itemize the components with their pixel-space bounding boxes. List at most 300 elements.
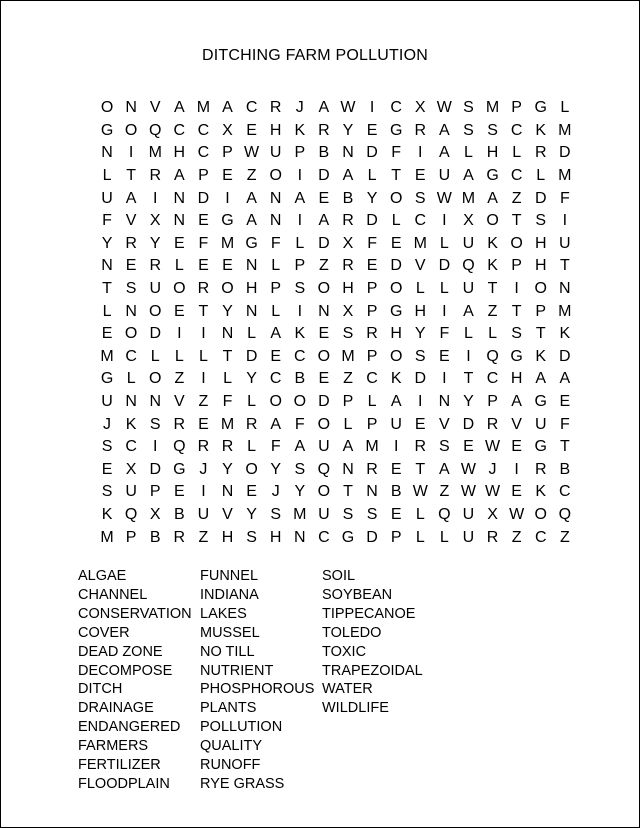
grid-letter: L (439, 234, 449, 252)
grid-letter: Z (198, 528, 209, 546)
grid-letter: A (294, 189, 306, 207)
grid-letter: H (414, 302, 427, 320)
grid-letter: C (414, 212, 427, 230)
grid-letter: L (343, 415, 353, 433)
grid-letter: C (510, 167, 523, 185)
grid-letter: C (197, 121, 210, 139)
word-list (78, 567, 452, 794)
grid-letter: I (418, 144, 423, 162)
grid-letter: S (342, 325, 354, 343)
grid-letter: V (125, 212, 137, 230)
word-list-item: TIPPECANOE (322, 605, 416, 622)
grid-letter: D (197, 189, 210, 207)
word-list-item: POLLUTION (200, 719, 283, 736)
grid-letter: C (534, 528, 547, 546)
grid-letter: O (317, 415, 331, 433)
grid-letter: W (340, 99, 356, 117)
grid-letter: E (246, 483, 257, 501)
grid-letter: W (484, 483, 501, 501)
grid-letter: S (439, 438, 450, 456)
grid-letter: P (487, 393, 498, 411)
grid-letter: Z (198, 393, 209, 411)
grid-letter: F (270, 438, 281, 456)
grid-letter: R (342, 257, 354, 275)
grid-letter: L (150, 347, 160, 365)
grid-letter: R (366, 325, 378, 343)
grid-letter: K (487, 257, 498, 275)
grid-letter: Z (246, 167, 257, 185)
word-list-item: FUNNEL (200, 568, 259, 584)
grid-letter: L (439, 528, 449, 546)
grid-letter: H (173, 144, 186, 162)
grid-letter: D (318, 234, 330, 252)
grid-letter: U (197, 505, 210, 523)
grid-letter: X (342, 234, 354, 252)
grid-letter: E (318, 325, 330, 343)
grid-letter: G (534, 393, 547, 411)
grid-letter: R (269, 99, 282, 117)
grid-letter: C (269, 370, 282, 388)
word-list-item: QUALITY (200, 738, 263, 755)
grid-letter: Z (343, 370, 353, 388)
grid-letter: T (487, 280, 498, 298)
grid-letter: N (342, 460, 354, 478)
grid-letter: E (390, 505, 402, 523)
grid-letter: E (559, 393, 571, 411)
grid-row (95, 368, 577, 391)
grid-letter: Q (173, 438, 186, 456)
grid-letter: E (511, 438, 522, 456)
grid-letter: X (487, 505, 498, 523)
grid-letter: P (125, 528, 137, 546)
grid-letter: L (464, 144, 473, 162)
grid-letter: H (534, 234, 547, 252)
letter-grid (95, 97, 577, 549)
grid-letter: W (509, 505, 525, 523)
grid-letter: E (198, 212, 209, 230)
grid-letter: E (246, 121, 257, 139)
grid-letter: N (221, 325, 234, 343)
grid-letter: E (439, 347, 450, 365)
grid-letter: Y (270, 460, 282, 478)
grid-letter: C (245, 99, 258, 117)
grid-letter: H (269, 528, 282, 546)
grid-letter: P (390, 528, 402, 546)
grid-letter: D (559, 347, 571, 365)
grid-letter: L (415, 505, 425, 523)
grid-letter: N (101, 144, 113, 162)
word-list-item: WILDLIFE (322, 700, 389, 717)
grid-letter: A (246, 189, 257, 207)
grid-letter: F (391, 144, 402, 162)
grid-letter: T (391, 167, 402, 185)
grid-letter: U (390, 415, 402, 433)
grid-letter: O (534, 505, 547, 523)
grid-letter: T (126, 167, 137, 185)
grid-letter: M (558, 167, 572, 185)
grid-letter: A (439, 144, 450, 162)
grid-letter: O (510, 234, 523, 252)
grid-letter: K (535, 121, 547, 139)
word-list-item: FERTILIZER (78, 757, 161, 774)
grid-letter: E (511, 483, 522, 501)
grid-letter: W (460, 483, 476, 501)
grid-letter: C (125, 347, 137, 365)
grid-letter: R (342, 212, 354, 230)
grid-letter: E (414, 167, 426, 185)
grid-letter: J (295, 99, 304, 117)
grid-letter: V (173, 393, 185, 411)
word-list-item: COVER (78, 624, 130, 641)
grid-row (95, 346, 577, 369)
grid-letter: P (294, 257, 306, 275)
grid-letter: I (297, 167, 303, 185)
grid-letter: V (414, 257, 426, 275)
grid-letter: R (534, 144, 547, 162)
grid-letter: E (390, 234, 402, 252)
grid-letter: L (415, 280, 425, 298)
grid-letter: A (270, 415, 282, 433)
grid-letter: G (389, 302, 403, 320)
grid-letter: U (318, 505, 330, 523)
word-list-item: DITCH (78, 681, 123, 698)
grid-letter: L (223, 370, 232, 388)
grid-letter: R (197, 280, 210, 298)
grid-letter: Z (559, 528, 570, 546)
grid-letter: D (414, 370, 427, 388)
grid-letter: G (173, 460, 186, 478)
grid-letter: N (101, 257, 113, 275)
grid-letter: H (390, 325, 402, 343)
grid-letter: P (535, 302, 547, 320)
grid-letter: E (101, 460, 113, 478)
grid-letter: L (271, 302, 281, 320)
grid-letter: A (173, 167, 185, 185)
grid-letter: E (222, 257, 233, 275)
grid-letter: U (534, 415, 547, 433)
grid-letter: O (293, 393, 307, 411)
grid-letter: O (221, 280, 234, 298)
grid-letter: O (124, 325, 138, 343)
grid-letter: G (486, 167, 499, 185)
grid-letter: E (366, 257, 378, 275)
grid-letter: R (486, 528, 499, 546)
grid-letter: D (149, 325, 162, 343)
grid-letter: X (342, 302, 354, 320)
grid-letter: L (247, 393, 257, 411)
grid-letter: E (318, 370, 330, 388)
grid-letter: D (318, 167, 330, 185)
grid-letter: G (221, 212, 234, 230)
grid-letter: R (125, 234, 137, 252)
grid-letter: A (270, 325, 282, 343)
grid-letter: M (341, 347, 355, 365)
grid-letter: L (102, 302, 112, 320)
grid-letter: G (534, 99, 547, 117)
grid-letter: I (442, 212, 447, 230)
word-list-item: TOLEDO (322, 624, 382, 641)
grid-row (95, 165, 577, 188)
grid-letter: L (464, 325, 473, 343)
grid-letter: A (318, 212, 330, 230)
grid-letter: R (414, 121, 427, 139)
grid-letter: S (342, 505, 354, 523)
grid-letter: Y (342, 121, 354, 139)
grid-letter: F (294, 415, 305, 433)
grid-letter: K (294, 325, 306, 343)
grid-letter: T (102, 280, 112, 298)
word-list-item: CHANNEL (78, 586, 148, 603)
grid-letter: P (198, 167, 209, 185)
grid-letter: U (149, 280, 162, 298)
grid-letter: E (173, 234, 185, 252)
grid-letter: S (511, 325, 522, 343)
grid-letter: S (535, 212, 547, 230)
grid-letter: D (366, 144, 378, 162)
grid-letter: K (101, 505, 113, 523)
grid-letter: I (562, 212, 568, 230)
grid-letter: B (294, 370, 306, 388)
grid-letter: E (222, 167, 233, 185)
grid-letter: D (318, 393, 330, 411)
grid-letter: N (559, 280, 571, 298)
grid-letter: G (341, 528, 355, 546)
grid-letter: P (511, 99, 522, 117)
grid-letter: S (101, 438, 113, 456)
grid-letter: Y (246, 505, 257, 523)
grid-letter: Z (439, 483, 450, 501)
word-list-item: WATER (322, 681, 373, 698)
grid-letter: U (559, 234, 571, 252)
grid-letter: Q (317, 460, 331, 478)
grid-letter: H (269, 121, 282, 139)
grid-letter: J (488, 460, 497, 478)
grid-row (95, 504, 577, 527)
grid-letter: K (535, 483, 547, 501)
word-list-item: ALGAE (78, 568, 127, 584)
grid-letter: A (173, 99, 185, 117)
grid-letter: L (439, 280, 449, 298)
grid-letter: M (100, 528, 114, 546)
grid-letter: R (197, 438, 210, 456)
grid-letter: N (245, 302, 258, 320)
grid-letter: A (342, 438, 354, 456)
grid-letter: R (318, 121, 330, 139)
word-list-item: INDIANA (200, 586, 259, 603)
grid-letter: H (245, 280, 258, 298)
grid-letter: S (487, 121, 498, 139)
grid-letter: S (294, 280, 306, 298)
grid-letter: C (294, 347, 306, 365)
grid-letter: S (149, 415, 161, 433)
grid-row (95, 413, 577, 436)
grid-row (95, 210, 577, 233)
grid-letter: M (100, 347, 114, 365)
grid-letter: N (342, 144, 354, 162)
grid-letter: S (101, 483, 113, 501)
grid-letter: W (436, 189, 452, 207)
grid-letter: C (318, 528, 330, 546)
grid-letter: D (245, 347, 258, 365)
word-list-item: DRAINAGE (78, 700, 154, 717)
grid-letter: T (559, 438, 570, 456)
grid-letter: T (222, 347, 233, 365)
grid-letter: K (390, 370, 402, 388)
word-list-item: MUSSEL (200, 624, 260, 641)
grid-letter: L (488, 325, 497, 343)
grid-letter: D (559, 144, 571, 162)
grid-row (95, 187, 577, 210)
grid-letter: W (244, 144, 260, 162)
grid-letter: A (511, 393, 522, 411)
grid-row (95, 97, 577, 120)
grid-letter: U (462, 505, 475, 523)
grid-row (95, 436, 577, 459)
grid-letter: M (220, 415, 235, 433)
grid-letter: Z (511, 189, 522, 207)
grid-letter: L (415, 528, 425, 546)
grid-letter: N (366, 483, 378, 501)
grid-letter: T (559, 257, 570, 275)
grid-letter: D (438, 257, 451, 275)
grid-letter: S (366, 505, 378, 523)
grid-letter: I (393, 438, 399, 456)
grid-row (95, 459, 577, 482)
grid-letter: F (559, 189, 570, 207)
word-list-item: RYE GRASS (200, 775, 285, 792)
grid-letter: S (246, 528, 257, 546)
grid-letter: O (389, 189, 403, 207)
grid-letter: Q (462, 257, 475, 275)
grid-letter: N (294, 528, 306, 546)
grid-letter: P (342, 393, 354, 411)
grid-letter: I (418, 393, 423, 411)
grid-letter: I (369, 99, 375, 117)
grid-letter: F (367, 234, 377, 252)
grid-letter: I (128, 144, 134, 162)
grid-row (95, 120, 577, 143)
grid-letter: B (318, 144, 330, 162)
puzzle-title: DITCHING FARM POLLUTION (202, 47, 428, 64)
grid-letter: U (462, 280, 475, 298)
grid-letter: Q (558, 505, 572, 523)
grid-row (95, 142, 577, 165)
grid-letter: B (390, 483, 402, 501)
grid-letter: Y (414, 325, 426, 343)
grid-letter: Y (101, 234, 113, 252)
grid-row (95, 255, 577, 278)
grid-letter: M (558, 121, 572, 139)
grid-letter: M (148, 144, 162, 162)
grid-letter: C (510, 121, 523, 139)
word-column (78, 567, 200, 794)
grid-letter: F (198, 234, 209, 252)
grid-letter: I (297, 302, 303, 320)
grid-letter: M (196, 99, 211, 117)
grid-letter: E (198, 415, 209, 433)
grid-letter: U (462, 528, 475, 546)
grid-letter: O (269, 393, 282, 411)
grid-letter: G (100, 370, 114, 388)
grid-letter: P (294, 144, 306, 162)
grid-letter: W (436, 99, 452, 117)
grid-letter: X (414, 99, 426, 117)
grid-letter: I (514, 280, 519, 298)
grid-letter: I (442, 302, 447, 320)
grid-letter: O (534, 280, 547, 298)
grid-letter: I (177, 325, 182, 343)
grid-letter: V (511, 415, 522, 433)
grid-letter: O (124, 121, 138, 139)
grid-letter: S (125, 280, 137, 298)
grid-letter: H (534, 257, 547, 275)
word-list-item: DEAD ZONE (78, 643, 163, 660)
grid-letter: B (559, 460, 571, 478)
grid-letter: U (125, 483, 137, 501)
word-list-item: FLOODPLAIN (78, 775, 170, 792)
grid-letter: N (438, 393, 451, 411)
word-column (200, 567, 322, 794)
grid-letter: N (221, 483, 234, 501)
grid-letter: H (342, 280, 354, 298)
grid-letter: O (486, 212, 499, 230)
grid-letter: T (415, 460, 426, 478)
word-list-item: FARMERS (78, 738, 149, 755)
grid-letter: R (149, 167, 162, 185)
grid-letter: I (153, 189, 158, 207)
grid-letter: L (174, 257, 184, 275)
grid-letter: N (173, 212, 186, 230)
grid-letter: S (463, 99, 474, 117)
grid-letter: U (101, 189, 113, 207)
grid-row (95, 526, 577, 549)
grid-letter: O (149, 370, 162, 388)
grid-letter: R (221, 438, 234, 456)
grid-letter: I (201, 370, 206, 388)
grid-row (95, 391, 577, 414)
grid-letter: L (271, 257, 281, 275)
grid-letter: C (486, 370, 499, 388)
grid-letter: H (510, 370, 523, 388)
word-list-item: TOXIC (322, 643, 367, 660)
grid-letter: C (366, 370, 378, 388)
grid-letter: W (412, 483, 428, 501)
grid-letter: S (270, 505, 282, 523)
grid-letter: O (100, 99, 114, 117)
grid-letter: K (535, 347, 547, 365)
grid-letter: S (414, 189, 426, 207)
grid-letter: G (245, 234, 258, 252)
grid-letter: E (414, 415, 426, 433)
grid-letter: O (389, 347, 403, 365)
grid-letter: A (246, 212, 257, 230)
grid-letter: T (511, 212, 522, 230)
grid-letter: U (269, 144, 282, 162)
grid-letter: Z (174, 370, 185, 388)
grid-letter: H (486, 144, 499, 162)
grid-letter: A (390, 393, 402, 411)
grid-letter: A (559, 370, 571, 388)
grid-letter: P (366, 415, 378, 433)
grid-letter: C (390, 99, 402, 117)
grid-letter: R (173, 528, 186, 546)
grid-letter: X (222, 121, 233, 139)
grid-letter: S (414, 347, 426, 365)
grid-letter: L (126, 370, 136, 388)
grid-letter: I (466, 347, 471, 365)
grid-letter: I (153, 438, 158, 456)
grid-letter: E (173, 302, 185, 320)
